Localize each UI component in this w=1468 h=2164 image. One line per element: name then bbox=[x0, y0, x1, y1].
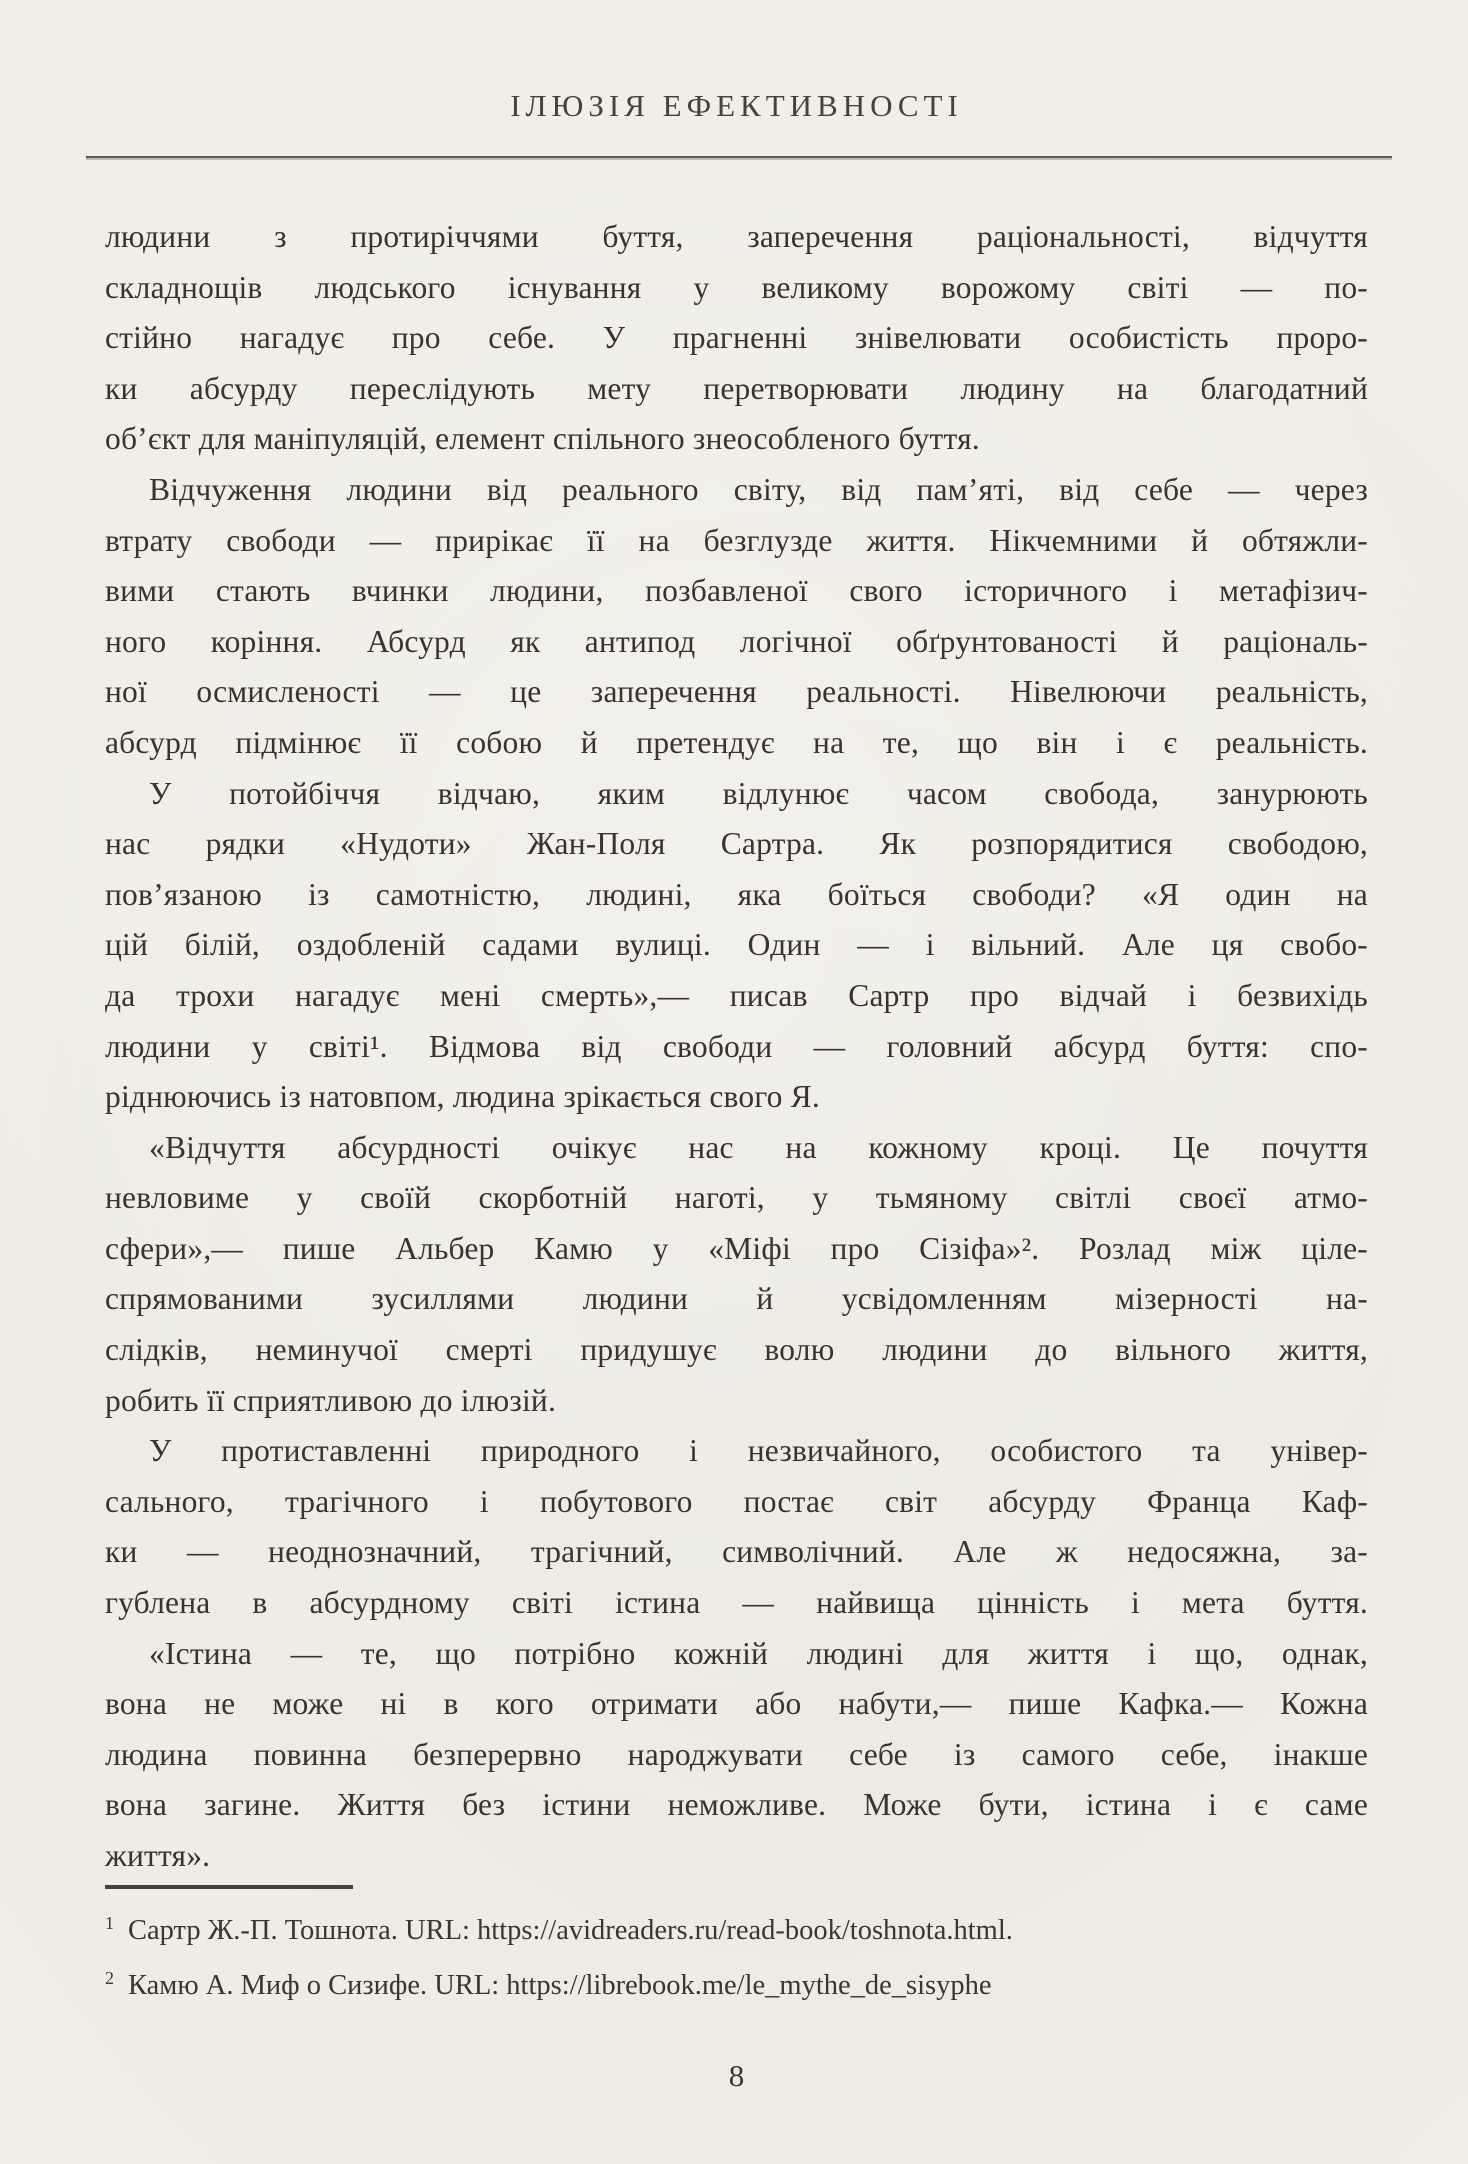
body-line: да трохи нагадує мені смерть»,— писав Сартр про відчай і безвихідь bbox=[105, 977, 1368, 1013]
body-line: життя». bbox=[105, 1838, 211, 1873]
footnote bbox=[105, 1958, 1368, 2013]
body-line: «Відчуття абсурдності очікує нас на кожному кроці. Це почуття bbox=[149, 1129, 1368, 1165]
body-line: гублена в абсурдному світі істина — найвища цінність і мета буття. bbox=[105, 1585, 1368, 1621]
body-line: пов’язаною із самотністю, людині, яка боїться свободи? «Я один на bbox=[105, 876, 1368, 912]
body-line: абсурд підмінює її собою й претендує на те, що він і є реальність. bbox=[105, 724, 1368, 760]
body-line: «Істина — те, що потрібно кожній людині для життя і що, однак, bbox=[149, 1635, 1368, 1671]
body-line: вона загине. Життя без істини неможливе. Може бути, істина і є саме bbox=[105, 1787, 1368, 1823]
body-line: невловиме у своїй скорботній наготі, у тьмяному світлі своєї атмо- bbox=[105, 1180, 1368, 1216]
body-line: цій білій, оздобленій садами вулиці. Один — і вільний. Але ця свобо- bbox=[105, 927, 1368, 963]
body-line: людини з протиріччями буття, заперечення раціональності, відчуття bbox=[105, 219, 1368, 254]
body-line: ки абсурду переслідують мету перетворювати людину на благодатний bbox=[105, 370, 1368, 406]
body-line: людини у світі¹. Відмова від свободи — головний абсурд буття: спо- bbox=[105, 1028, 1368, 1064]
body-line: об’єкт для маніпуляцій, елемент спільного знеособленого буття. bbox=[105, 421, 980, 457]
footnote bbox=[105, 1903, 1368, 1958]
body-line: вими стають вчинки людини, позбавленої свого історичного і метафізич- bbox=[105, 573, 1368, 609]
body-line: стійно нагадує про себе. У прагненні знівелювати особистість проро- bbox=[105, 320, 1368, 356]
body-line: робить її сприятливою до ілюзій. bbox=[105, 1382, 557, 1418]
body-line: слідків, неминучої смерті придушує волю людини до вільного життя, bbox=[105, 1332, 1368, 1368]
body-line: сального, трагічного і побутового постає світ абсурду Франца Каф- bbox=[105, 1483, 1368, 1519]
body-line: ного коріння. Абсурд як антипод логічної обґрунтованості й раціональ- bbox=[105, 623, 1368, 659]
body-line: вона не може ні в кого отримати або набути,— пише Кафка.— Кожна bbox=[105, 1686, 1368, 1722]
running-header: ІЛЮЗІЯ ЕФЕКТИВНОСТІ bbox=[510, 88, 963, 123]
footnote-text: Камю А. Миф о Сизифе. URL: https://librebook.me/le_mythe_de_sisyphe bbox=[128, 1970, 992, 2001]
footnote-marker: 1 bbox=[105, 1912, 114, 1933]
body-line: Відчуження людини від реального світу, від пам’яті, від себе — через bbox=[149, 471, 1368, 507]
footnote-marker: 2 bbox=[105, 1967, 114, 1988]
footnotes bbox=[105, 1903, 1368, 2013]
body-line: нас рядки «Нудоти» Жан-Поля Сартра. Як розпорядитися свободою, bbox=[105, 826, 1368, 862]
body-line: людина повинна безперервно народжувати себе із самого себе, інакше bbox=[105, 1736, 1368, 1772]
footnote-text: Сартр Ж.-П. Тошнота. URL: https://avidreaders.ru/read-book/toshnota.html. bbox=[128, 1915, 1013, 1946]
header-rule bbox=[86, 156, 1392, 158]
body-line: У потойбіччя відчаю, яким відлунює часом свобода, занурюють bbox=[149, 775, 1368, 811]
footnote-rule bbox=[105, 1885, 353, 1889]
body-line: ної осмисленості — це заперечення реальності. Нівелюючи реальність, bbox=[105, 674, 1368, 710]
body-line: ки — неоднозначний, трагічний, символічний. Але ж недосяжна, за- bbox=[105, 1534, 1368, 1570]
body-line: сфери»,— пише Альбер Камю у «Міфі про Сізіфа»². Розлад між ціле- bbox=[105, 1230, 1368, 1266]
body-line: втрату свободи — прирікає її на безглузде життя. Нікчемними й обтяжли- bbox=[105, 522, 1368, 558]
body-line: спрямованими зусиллями людини й усвідомленням мізерності на- bbox=[105, 1281, 1368, 1317]
body-line: складнощів людського існування у великому ворожому світі — по- bbox=[105, 269, 1368, 305]
body-text bbox=[105, 212, 1368, 1882]
body-line: У протиставленні природного і незвичайного, особистого та універ- bbox=[149, 1433, 1368, 1469]
body-line: ріднюючись із натовпом, людина зрікається свого Я. bbox=[105, 1079, 820, 1115]
page-number: 8 bbox=[728, 2058, 745, 2093]
